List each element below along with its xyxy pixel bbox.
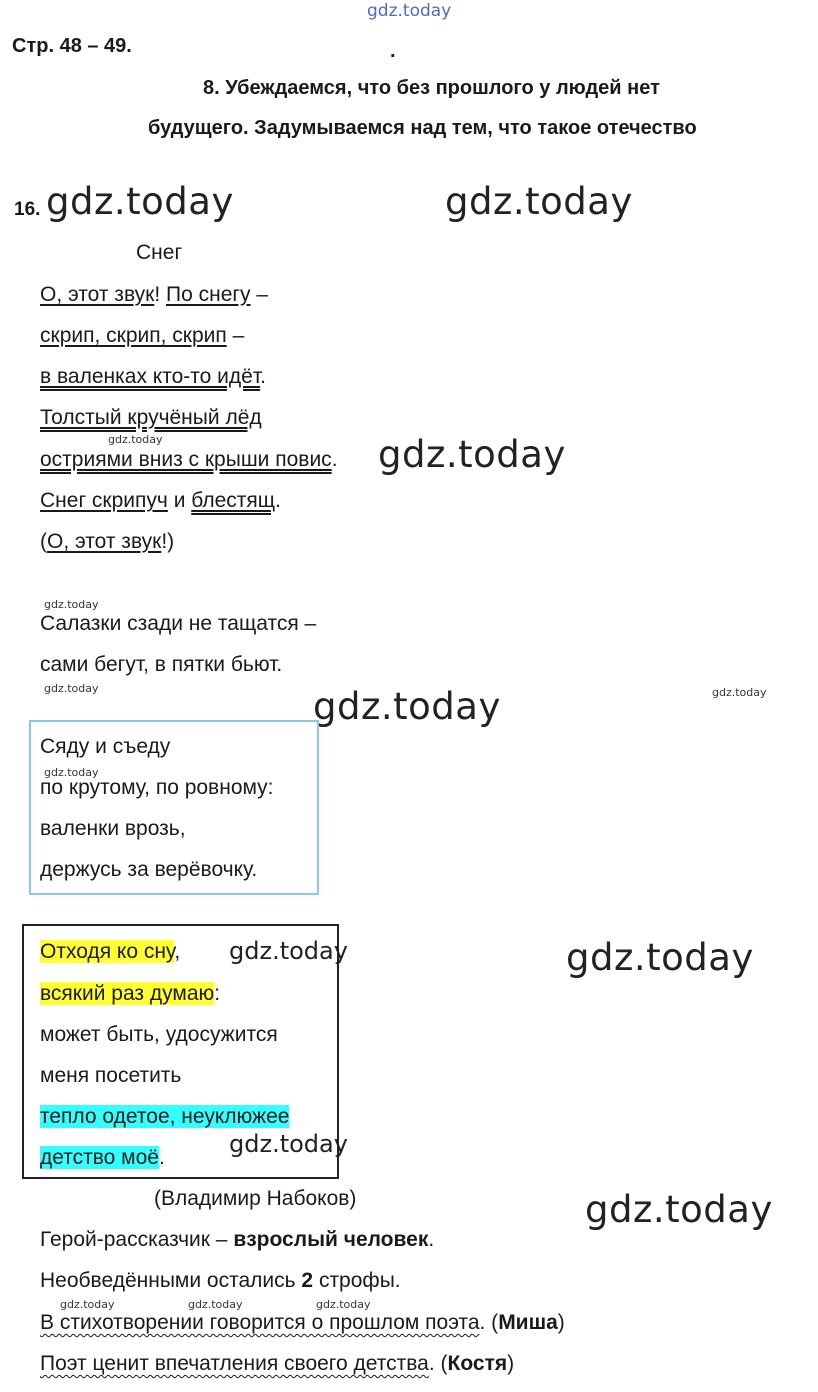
highlight-yellow: всякий раз думаю — [40, 982, 215, 1005]
watermark: gdz.today — [44, 766, 99, 779]
answer-bold: Миша — [498, 1311, 558, 1334]
section-title-line2: будущего. Задумываемся над тем, что такое отечество — [148, 117, 697, 139]
watermark: gdz.today — [44, 598, 99, 611]
subject-underline: О, этот звук — [40, 283, 155, 306]
watermark: gdz.today — [585, 1188, 773, 1231]
text-fragment: – — [226, 324, 245, 347]
subject-underline: Снег скрипуч — [40, 489, 168, 512]
watermark: gdz.today — [445, 180, 633, 223]
predicate-underline: остриями вниз с крыши повис — [40, 448, 332, 471]
section-title-line1: 8. Убеждаемся, что без прошлого у людей нет — [203, 77, 660, 99]
highlight-cyan: тепло одетое, неуклюжее — [40, 1105, 290, 1128]
answer-bold: Костя — [447, 1352, 508, 1375]
poem-title: Снег — [136, 241, 183, 264]
text-fragment: ( — [40, 530, 47, 553]
stanza3-line1: Сяду и съеду — [40, 735, 171, 758]
watermark-top: gdz.today — [367, 1, 452, 21]
text-fragment: Необведёнными остались — [40, 1269, 302, 1292]
header-dot: . — [390, 40, 396, 62]
watermark: gdz.today — [313, 685, 501, 728]
stanza1-line4 — [40, 405, 262, 431]
page-reference: Стр. 48 – 49. — [12, 35, 132, 57]
stanza4-line3: может быть, удосужится — [40, 1023, 278, 1046]
answer-bold: 2 — [301, 1269, 314, 1292]
text-fragment: . — [275, 489, 281, 512]
text-fragment: . — [331, 448, 338, 471]
stanza4-line6 — [40, 1145, 165, 1171]
highlight-yellow: Отходя ко сну — [40, 940, 175, 963]
text-fragment: и — [167, 489, 192, 512]
watermark: gdz.today — [46, 180, 234, 223]
watermark: gdz.today — [316, 1298, 371, 1311]
watermark: gdz.today — [229, 1130, 348, 1158]
watermark: gdz.today — [712, 686, 767, 699]
stanza1-line6 — [40, 488, 281, 514]
highlight-cyan: детство моё — [40, 1146, 159, 1169]
answer-narrator — [40, 1227, 434, 1253]
task-number: 16. — [14, 199, 41, 220]
stanza1-line3 — [40, 364, 266, 390]
predicate-underline: блестящ — [191, 489, 276, 512]
stanza1-line1 — [40, 282, 268, 308]
text-fragment: ) — [507, 1352, 515, 1375]
text-fragment: . — [260, 365, 266, 388]
text-fragment: , — [174, 940, 181, 963]
wavy-underline: Поэт ценит впечатления своего детства — [40, 1352, 429, 1375]
stanza1-line7 — [40, 529, 174, 555]
text-fragment: . ( — [428, 1352, 448, 1375]
wavy-underline: В стихотворении говорится о прошлом поэта — [40, 1311, 480, 1334]
subject-underline: О, этот звук — [47, 530, 162, 553]
watermark: gdz.today — [44, 682, 99, 695]
watermark: gdz.today — [108, 433, 163, 446]
stanza4-line5 — [40, 1104, 289, 1130]
text-fragment: Герой-рассказчик – — [40, 1228, 234, 1251]
text-fragment: . — [428, 1228, 435, 1251]
stanza3-line3: валенки врозь, — [40, 817, 186, 840]
watermark: gdz.today — [566, 936, 754, 979]
stanza3-line4: держусь за верёвочку. — [40, 858, 258, 881]
stanza4-line1 — [40, 939, 180, 965]
text-fragment: . ( — [479, 1311, 499, 1334]
answer-bold: взрослый человек — [233, 1228, 429, 1251]
text-fragment: ) — [557, 1311, 565, 1334]
answer-kostya — [40, 1351, 514, 1377]
text-fragment: !) — [161, 530, 175, 553]
stanza3-line2: по крутому, по ровному: — [40, 776, 274, 799]
watermark: gdz.today — [378, 433, 566, 476]
stanza2-line1: Салазки сзади не тащатся – — [40, 612, 317, 635]
text-fragment: ! — [154, 283, 166, 306]
predicate-underline: в валенках кто-то идёт — [40, 365, 261, 388]
watermark: gdz.today — [188, 1298, 243, 1311]
watermark: gdz.today — [60, 1298, 115, 1311]
stanza4-line4: меня посетить — [40, 1064, 182, 1087]
answer-misha — [40, 1310, 565, 1336]
stanza1-line2 — [40, 323, 244, 349]
watermark: gdz.today — [229, 937, 348, 965]
text-fragment: . — [158, 1146, 165, 1169]
subject-underline: скрип, скрип, скрип — [40, 324, 227, 347]
text-fragment: : — [214, 982, 221, 1005]
predicate-underline: Толстый кручёный лёд — [40, 406, 262, 429]
stanza4-line2 — [40, 981, 220, 1007]
text-fragment: строфы. — [313, 1269, 401, 1292]
subject-underline: По снегу — [166, 283, 251, 306]
stanza2-line2: сами бегут, в пятки бьют. — [40, 653, 283, 676]
poem-author: (Владимир Набоков) — [154, 1187, 357, 1210]
answer-stanzas — [40, 1268, 401, 1294]
text-fragment: – — [250, 283, 269, 306]
stanza1-line5 — [40, 447, 338, 473]
